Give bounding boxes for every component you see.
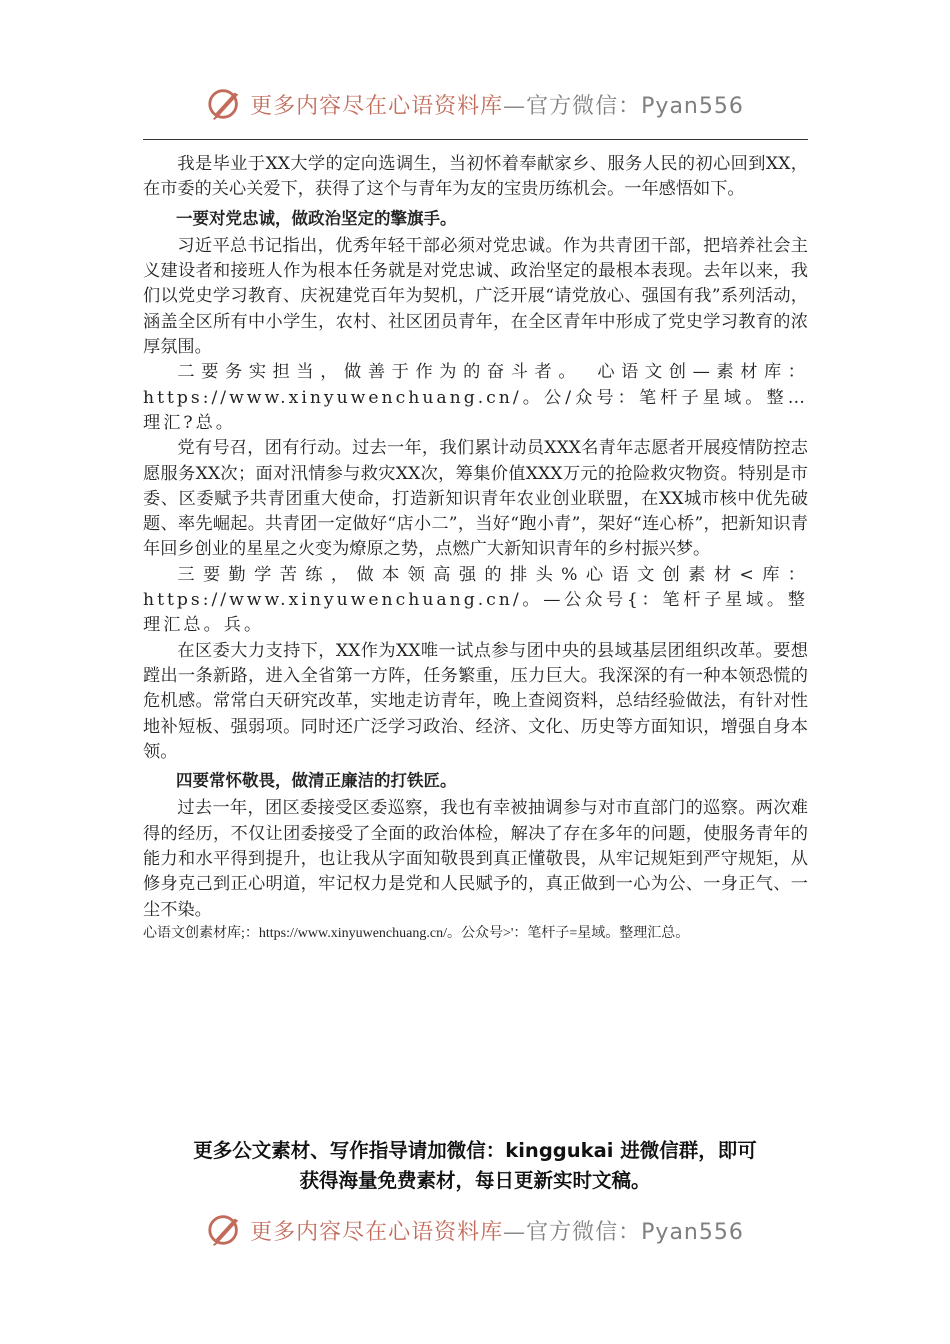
document-body: [143, 152, 808, 945]
paragraph-4: 过去一年，团区委接受区委巡察，我也有幸被抽调参与对市直部门的巡察。两次难得的经历，不仅让团委接受了全面的政治体检，解决了存在多年的问题，使服务青年的能力和水平得到提升，也让我从字面知敬畏到真正懂敬畏，从牢记规矩到严守规矩，从修身克己到正心明道，牢记权力是党和人民赋予的，真正做到一心为公、一身正气、一尘不染。: [143, 798, 808, 920]
intro-paragraph: 我是毕业于XX大学的定向选调生，当初怀着奉献家乡、服务人民的初心回到XX，在市委的关心关爱下，获得了这个与青年为友的宝贵历练机会。一年感悟如下。: [143, 154, 808, 200]
logo-separator: —: [503, 93, 527, 119]
paragraph-3: 在区委大力支持下，XX作为XX唯一试点参与团中央的县域基层团组织改革。要想蹚出一条新路，进入全省第一方阵，任务繁重，压力巨大。我深深的有一种本领恐慌的危机感。常常白天研究改革，实地走访青年，晚上查阅资料，总结经验做法，有针对性地补短板、强弱项。同时还广泛学习政治、经济、文化、历史等方面知识，增强自身本领。: [143, 640, 808, 762]
promo-line-1: 更多公文素材、写作指导请加微信：kinggukai 进微信群，即可: [193, 1139, 757, 1162]
header-logo: [0, 82, 950, 126]
promo-line-2: 获得海量免费素材，每日更新实时文稿。: [299, 1169, 651, 1192]
pen-logo-icon: [206, 1211, 244, 1249]
heading-1: 一要对党忠诚，做政治坚定的擎旗手。: [176, 208, 457, 228]
source-line: 心语文创素材库;：https://www.xinyuwenchuang.cn/。公众号>'：笔杆子=星域。整理汇总。: [143, 925, 690, 941]
logo-wechat: 官方微信：Pyan556: [526, 93, 744, 119]
heading-4: 四要常怀敬畏，做清正廉洁的打铁匠。: [176, 771, 457, 791]
footer-logo-title: 更多内容尽在心语资料库: [250, 1219, 504, 1245]
footer-logo-separator: —: [503, 1219, 527, 1245]
paragraph-1: 习近平总书记指出，优秀年轻干部必须对党忠诚。作为共青团干部，把培养社会主义建设者和接班人作为根本任务就是对党忠诚、政治坚定的最根本表现。去年以来，我们以党史学习教育、庆祝建党百年为契机，广泛开展“请党放心、强国有我”系列活动，涵盖全区所有中小学生，农村、社区团员青年，在全区青年中形成了党史学习教育的浓厚氛围。: [143, 235, 808, 358]
footer-logo-text: [250, 1215, 744, 1246]
pen-logo-icon: [206, 85, 244, 123]
logo-text: [250, 89, 744, 120]
footer-logo-wechat: 官方微信：Pyan556: [526, 1219, 744, 1245]
header-divider: [143, 139, 808, 140]
heading-2: 二要务实担当，做善于作为的奋斗者。 心语文创—素材库：https://www.xinyuwenchuang.cn/。公/众号：笔杆子星域。整…理汇?总。: [143, 362, 808, 433]
promo-block: [0, 1136, 950, 1196]
heading-3: 三要勤学苦练，做本领高强的排头%心语文创素材<库：https://www.xinyuwenchuang.cn/。—公众号{：笔杆子星域。整理汇总。兵。: [143, 564, 808, 636]
logo-title: 更多内容尽在心语资料库: [250, 93, 504, 119]
paragraph-2: 党有号召，团有行动。过去一年，我们累计动员XXX名青年志愿者开展疫情防控志愿服务XX次；面对汛情参与救灾XX次，筹集价值XXX万元的抢险救灾物资。特别是市委、区委赋予共青团重大使命，打造新知识青年农业创业联盟，在XX城市核中优先破题、率先崛起。共青团一定做好“店小二”，当好“跑小青”，架好“连心桥”，把新知识青年回乡创业的星星之火变为燎原之势，点燃广大新知识青年的乡村振兴梦。: [143, 438, 808, 560]
footer-logo: [0, 1208, 950, 1252]
